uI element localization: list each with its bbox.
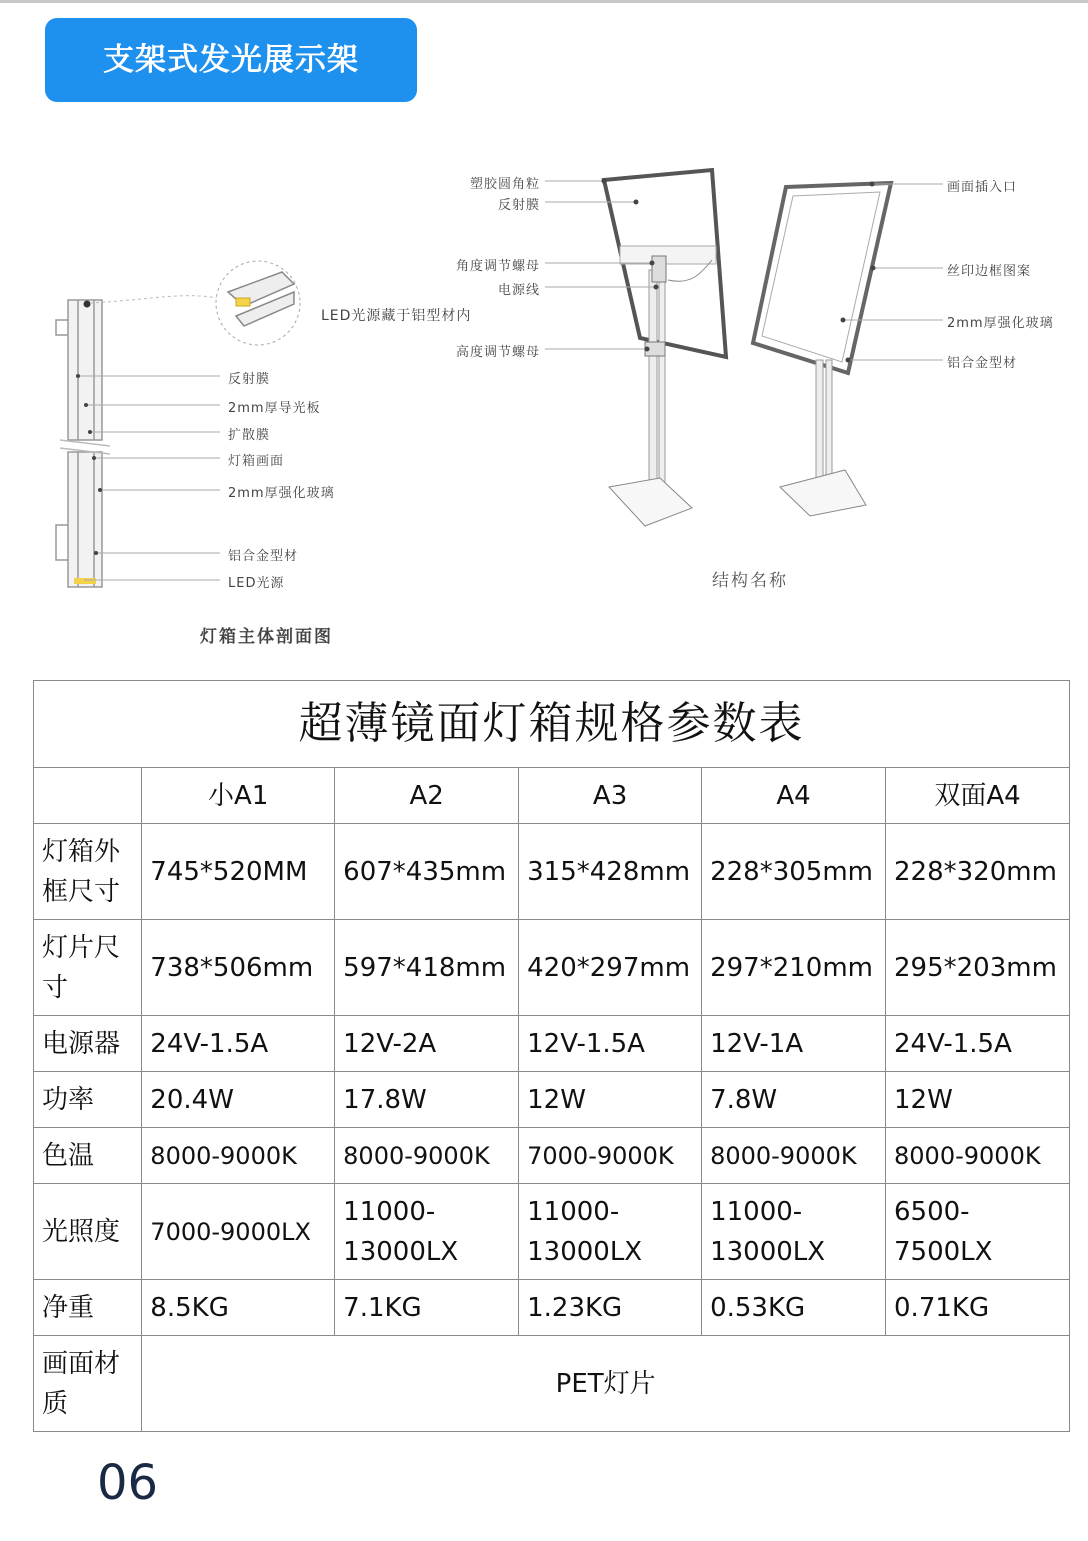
table-cell: 7.8W [702,1072,886,1128]
structure-label: 2mm厚强化玻璃 [947,316,1054,331]
table-cell: 8000-9000K [886,1128,1070,1184]
section-label: LED光源 [228,576,285,591]
table-cell: 297*210mm [702,920,886,1016]
table-cell: 7000-9000LX [142,1184,335,1280]
table-cell: 420*297mm [519,920,702,1016]
table-row [34,1184,1070,1280]
table-row [34,1016,1070,1072]
structure-label: 电源线 [497,283,540,298]
table-cell: 12W [886,1072,1070,1128]
table-cell: 8000-9000K [702,1128,886,1184]
table-cell: 745*520MM [142,824,335,920]
column-header [34,768,142,824]
table-cell: 24V-1.5A [886,1016,1070,1072]
structure-label: 角度调节螺母 [455,259,540,274]
section-title-badge: 支架式发光展示架 [45,18,417,102]
structure-label: 丝印边框图案 [947,264,1032,279]
row-header: 光照度 [34,1184,142,1280]
section-label: 反射膜 [228,372,271,387]
diagram-drawing [0,0,1088,660]
structure-diagram [0,0,1088,660]
column-header: 小A1 [142,768,335,824]
table-title: 超薄镜面灯箱规格参数表 [34,681,1070,768]
table-cell: 11000-13000LX [519,1184,702,1280]
table-cell: PET灯片 [142,1336,1070,1432]
table-cell: 7000-9000K [519,1128,702,1184]
row-header: 电源器 [34,1016,142,1072]
section-label: 灯箱画面 [228,454,285,469]
table-cell: 1.23KG [519,1280,702,1336]
table-cell: 738*506mm [142,920,335,1016]
stand-right-drawing [753,183,891,516]
table-cell: 8000-9000K [335,1128,519,1184]
column-header: A4 [702,768,886,824]
table-cell: 295*203mm [886,920,1070,1016]
structure-label: 塑胶圆角粒 [469,177,540,192]
table-cell: 6500-7500LX [886,1184,1070,1280]
table-cell: 315*428mm [519,824,702,920]
table-header-row [34,768,1070,824]
section-label: 2mm厚导光板 [228,401,321,416]
cross-section-drawing [56,300,110,587]
table-row [34,1072,1070,1128]
table-cell: 228*320mm [886,824,1070,920]
table-row [34,1128,1070,1184]
row-header: 色温 [34,1128,142,1184]
row-header: 净重 [34,1280,142,1336]
table-cell: 11000-13000LX [702,1184,886,1280]
table-cell: 0.71KG [886,1280,1070,1336]
table-cell: 597*418mm [335,920,519,1016]
structure-caption: 结构名称 [712,571,788,591]
section-caption: 灯箱主体剖面图 [200,627,333,647]
structure-label: 画面插入口 [947,180,1018,195]
section-label: 铝合金型材 [228,549,299,564]
table-row [34,1336,1070,1432]
structure-label: 高度调节螺母 [455,345,540,360]
column-header: A2 [335,768,519,824]
table-cell: 7.1KG [335,1280,519,1336]
table-cell: 607*435mm [335,824,519,920]
table-row [34,920,1070,1016]
row-header: 灯片尺寸 [34,920,142,1016]
stand-left-drawing [604,170,726,526]
table-cell: 20.4W [142,1072,335,1128]
table-cell: 12W [519,1072,702,1128]
table-cell: 0.53KG [702,1280,886,1336]
spec-table [33,680,1070,1432]
table-cell: 17.8W [335,1072,519,1128]
table-cell: 8.5KG [142,1280,335,1336]
row-header: 功率 [34,1072,142,1128]
structure-label: 反射膜 [497,198,540,213]
table-cell: 12V-1.5A [519,1016,702,1072]
row-header: 画面材质 [34,1336,142,1432]
led-note-label: LED光源藏于铝型材内 [321,308,472,324]
table-cell: 12V-1A [702,1016,886,1072]
table-cell: 12V-2A [335,1016,519,1072]
table-cell: 11000-13000LX [335,1184,519,1280]
table-row [34,1280,1070,1336]
column-header: A3 [519,768,702,824]
column-header: 双面A4 [886,768,1070,824]
table-cell: 24V-1.5A [142,1016,335,1072]
page-number: 06 [97,1455,159,1511]
table-cell: 8000-9000K [142,1128,335,1184]
structure-label: 铝合金型材 [947,356,1018,371]
section-label: 扩散膜 [228,428,271,443]
table-row [34,824,1070,920]
table-cell: 228*305mm [702,824,886,920]
row-header: 灯箱外框尺寸 [34,824,142,920]
section-label: 2mm厚强化玻璃 [228,486,335,501]
